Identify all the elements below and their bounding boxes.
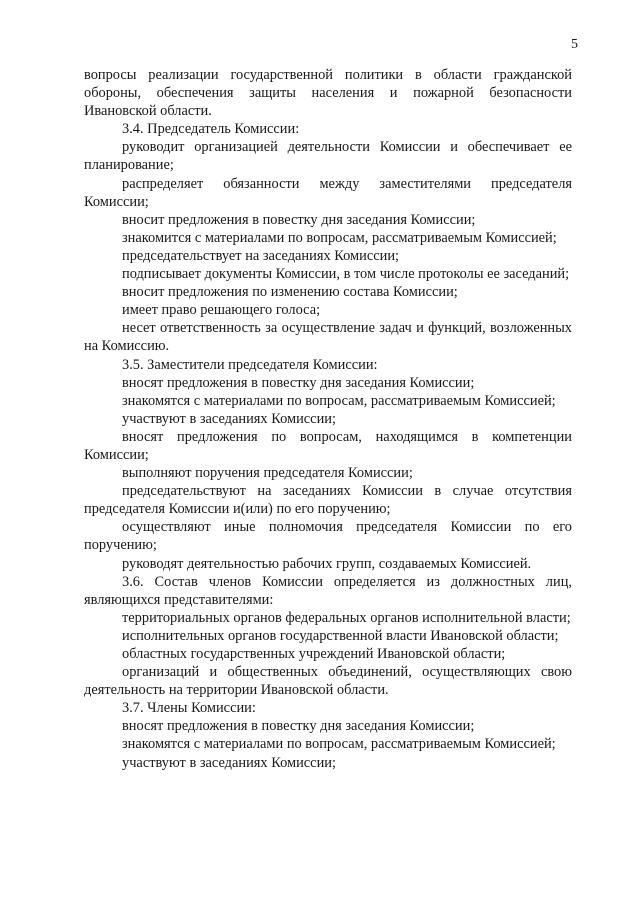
section-heading: 3.7. Члены Комиссии: [122, 700, 256, 717]
paragraph: знакомится с материалами по вопросам, рассматриваемым Комиссией; [122, 229, 557, 246]
paragraph: территориальных органов федеральных органов исполнительной власти; [122, 609, 571, 626]
paragraph: несет ответственность за осуществление задач и функций, возложенных на Комиссию. [84, 320, 572, 355]
document-body [84, 66, 572, 772]
paragraph: участвуют в заседаниях Комиссии; [122, 754, 336, 771]
paragraph: имеет право решающего голоса; [122, 302, 321, 319]
paragraph: вносят предложения по вопросам, находящимся в компетенции Комиссии; [84, 428, 572, 463]
paragraph: вносят предложения в повестку дня заседания Комиссии; [122, 718, 475, 735]
paragraph: выполняют поручения председателя Комиссии; [122, 465, 413, 482]
paragraph: организаций и общественных объединений, осуществляющих свою деятельность на территории Ивановской области. [84, 664, 572, 699]
paragraph: областных государственных учреждений Ивановской области; [122, 646, 506, 662]
paragraph: вносит предложения по изменению состава Комиссии; [122, 284, 458, 301]
paragraph: председательствует на заседаниях Комиссии; [122, 247, 400, 264]
page-number: 5 [571, 37, 578, 52]
paragraph: руководят деятельностью рабочих групп, создаваемых Комиссией. [122, 555, 532, 572]
paragraph: осуществляют иные полномочия председателя Комиссии по его поручению; [84, 519, 572, 554]
section-heading: 3.5. Заместители председателя Комиссии: [122, 356, 378, 373]
paragraph: вносят предложения в повестку дня заседания Комиссии; [122, 374, 475, 391]
paragraph: вносит предложения в повестку дня заседания Комиссии; [122, 211, 476, 228]
section-heading: 3.6. Состав членов Комиссии определяется из должностных лиц, являющихся представителями: [84, 573, 572, 608]
section-heading: 3.4. Председатель Комиссии: [122, 121, 300, 138]
paragraph: руководит организацией деятельности Комиссии и обеспечивает ее планирование; [84, 139, 572, 174]
paragraph: знакомятся с материалами по вопросам, рассматриваемым Комиссией; [122, 736, 556, 753]
paragraph: участвуют в заседаниях Комиссии; [122, 410, 336, 427]
paragraph: председательствуют на заседаниях Комиссии в случае отсутствия председателя Комиссии и(или) по его поручению; [84, 483, 572, 518]
paragraph: вопросы реализации государственной политики в области гражданской обороны, обеспечения защиты населения и пожарной безопасности Ивановской области. [84, 67, 572, 120]
paragraph: подписывает документы Комиссии, в том числе протоколы ее заседаний; [122, 266, 570, 283]
paragraph: знакомятся с материалами по вопросам, рассматриваемым Комиссией; [122, 392, 556, 409]
paragraph: исполнительных органов государственной власти Ивановской области; [122, 627, 559, 644]
paragraph: распределяет обязанности между заместителями председателя Комиссии; [84, 175, 572, 210]
